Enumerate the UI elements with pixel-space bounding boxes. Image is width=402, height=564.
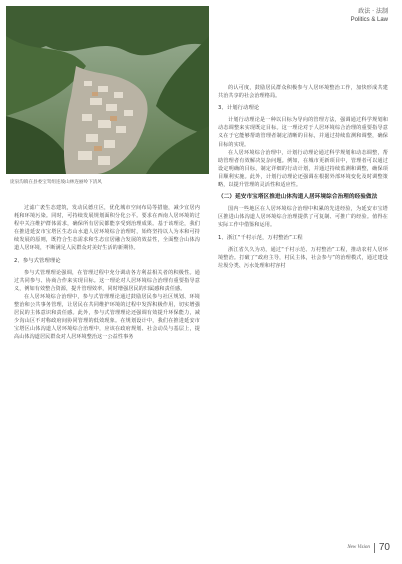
- left-column: [14, 204, 200, 342]
- paragraph: 的认可度，鼓励居民群众积极参与人居环境整治工作，加快形成共建共治共享的社会治理格局。: [218, 85, 388, 100]
- subheading: 3、计划行动理论: [218, 105, 260, 112]
- right-column: [218, 84, 388, 270]
- section-heading: （二）延安市宝塔区推进山体沟道人居环境综合治理的经验做法: [218, 194, 378, 201]
- paragraph: 计划行动理论是一种以目标为导向的管理方法，强调通过科学规划和动态调整来实现既定目标。这一理论对于人居环境综合治理的重要指导意义在于它能够帮助管理者制定清晰的目标，并通过持续监测和调整，确保目标的实现。: [218, 117, 388, 148]
- paragraph: 国内一些地区在人居环境综合治理中积累的先进经验，为延安市宝塔区推进山体沟道人居环境综合治理提供了可复制、可推广的经验。值得在实际工作中借鉴和运用。: [218, 206, 388, 229]
- paragraph: 过滤广袤生态建筑，发动民德庄区，优化城市空间布局等措施，减少宜居内耗和环境污染。同时，可持续发展规划面积分化公平。要求在西南人居环境的过程中关注维护群体需求，确保所有居民都能享受到治理成果。基于该理论，我们在推进延安市宝塔区生态山水道人居环境综合治理时，始终坚持以人为本和可持续发展的原则，既符合生态需求和生态宜居融合发展的效益性，全面整合山体沟道人居环境，不断满足人民群众对美好生活的新期待。: [14, 205, 200, 252]
- paragraph: 参与式管理理论强调，在管理过程中充分调动各方利益相关者的积极性。通过共同参与、协商合作来实现目标。这一理论对人居环境综合治理有重要指导意义，例如有效整合资源，提升管理效率，同时增强居民的归属感和责任感。: [14, 269, 200, 292]
- subheading: 1、浙江“千村示范，万村整治”工程: [218, 234, 303, 241]
- subheading: 2、参与式管理理论: [14, 257, 61, 264]
- mountain-town-photo: [6, 6, 209, 174]
- section-title-cn: 政法 · 法制: [358, 8, 388, 15]
- photo-caption: 庞泉沟镇在县委宝驾组连坡山林连丽岭下清风: [10, 180, 102, 185]
- page-footer: [347, 542, 390, 553]
- magazine-name: New Vision: [347, 545, 370, 550]
- paragraph: 在人居环境综合治理中，参与式管理理论通过鼓励居民参与社区规划、环境整治和公共事务管理，让居民在共同维护环境的过程中发挥积极作用，切实增强居民的主体意识和责任感。此外，参与式管理理论还强调有效提升环保能力，减少沟山区不对称政府间协同管理的低效现象。在规划设计中，我们在推进延安市宝塔区山体沟道人居环境综合治理中，应该在政府规划、社会动员与基层上，提高山体沟道居民群众对人居环境整治这一公益性事务: [14, 293, 200, 341]
- aerial-photo-graphic: [6, 6, 209, 174]
- page-number: 70: [378, 542, 390, 553]
- section-title-en: Politics & Law: [350, 17, 388, 23]
- section-header: [351, 8, 388, 24]
- paragraph: 在人居环境综合治理中，计划行动理论通过科学规划和动态调整，帮助管理者有效解决复杂问题。例如，在城市更新项目中，管理者可以通过设定明确的目标，制定详细的行动计划，并通过持续监测和调整，确保项目顺利实施。此外，计划行动理论还强调在根据外部环境变化及时调整策略，以提升管理的灵活性和适应性。: [218, 149, 388, 189]
- paragraph: 浙江省久久为功，通过“千村示范、万村整治”工程，推动农村人居环境整治。打破了“政府主导，村民主体，社会参与”的治理模式，通过建设垃圾分类、污水处理和村容村: [218, 246, 388, 269]
- divider: [374, 543, 375, 553]
